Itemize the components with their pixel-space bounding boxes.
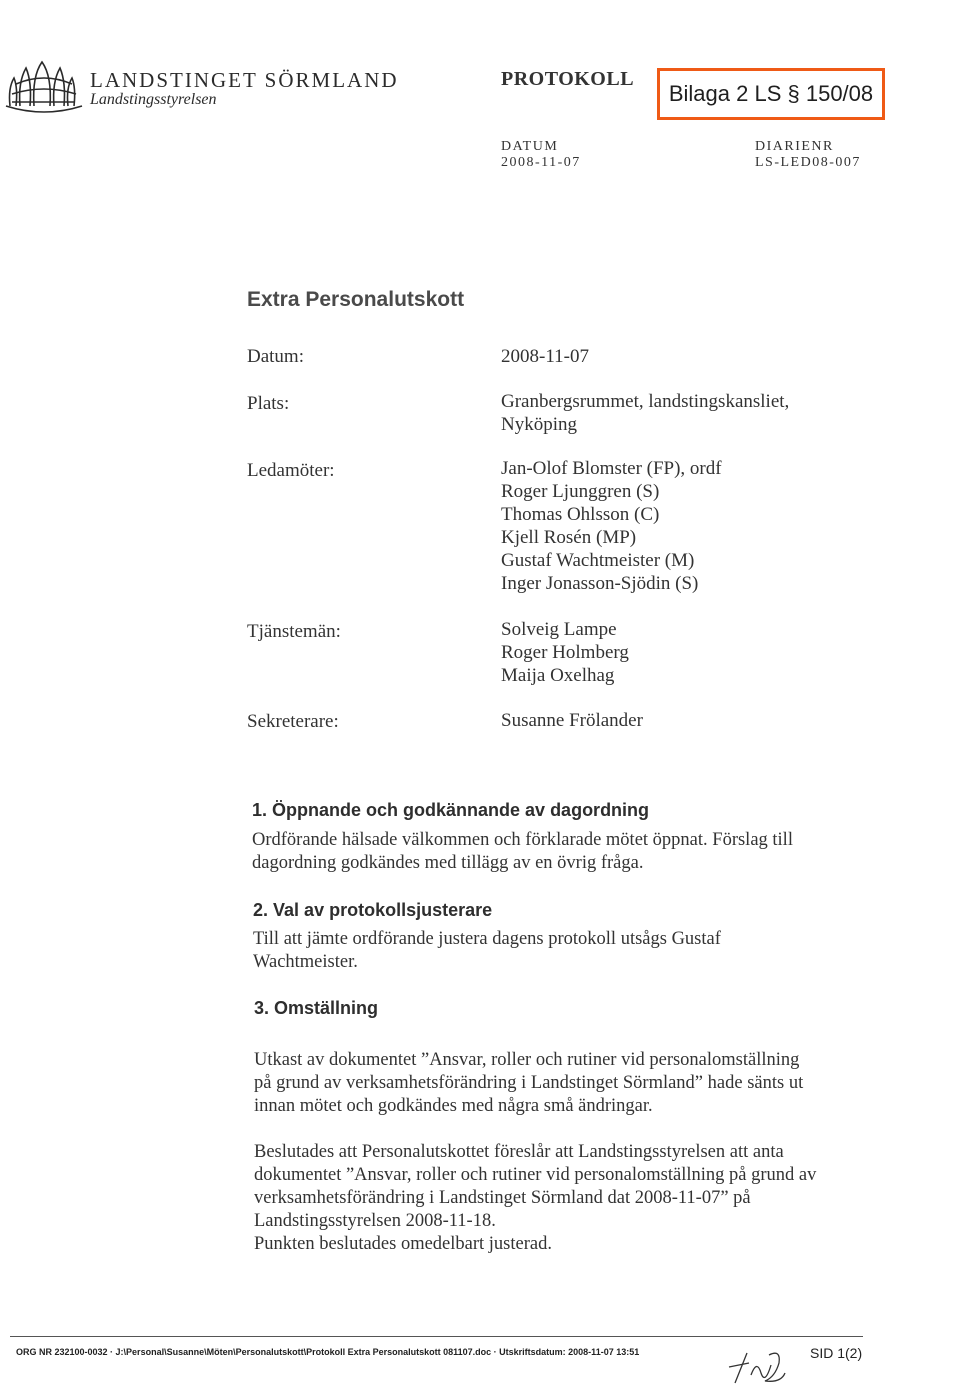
section-heading: Val av protokollsjusterare [273,900,493,920]
tjanstemen-label: Tjänstemän: [247,621,341,642]
page-number: SID 1(2) [810,1345,863,1361]
paragraph-line: Ordförande hälsade välkommen och förklarade mötet öppnat. Förslag till [252,830,793,850]
date-label: DATUM [501,139,559,154]
paragraph-line: Wachtmeister. [253,952,358,972]
paragraph-line: dagordning godkändes med tillägg av en övrig fråga. [252,853,644,873]
sekreterare-label: Sekreterare: [247,711,339,732]
ledamoter-label: Ledamöter: [247,460,335,481]
member-name: Kjell Rosén (MP) [501,527,637,548]
paragraph-line: Till att jämte ordförande justera dagens protokoll utsågs Gustaf [253,929,721,949]
footer-text: ORG NR 232100-0032 · J:\Personal\Susanne\Möten\Personalutskott\Protokoll Extra Personalutskott 081107.doc · Utskriftsdatum: 2008-11-07 13:51 [16,1347,640,1357]
member-name: Jan-Olof Blomster (FP), ordf [501,458,722,479]
paragraph-line: Utkast av dokumentet ”Ansvar, roller och rutiner vid personalomställning [254,1050,800,1070]
datum-label: Datum: [247,346,304,367]
official-name: Roger Holmberg [501,642,629,663]
section-number: 2. [253,900,269,920]
diary-label: DIARIENR [755,139,834,154]
plats-line: Granbergsrummet, landstingskansliet, [501,391,790,412]
member-name: Inger Jonasson-Sjödin (S) [501,573,699,594]
tjanstemen-list [501,618,629,687]
plats-label: Plats: [247,393,290,414]
paragraph-line: Landstingsstyrelsen 2008-11-18. [254,1211,496,1231]
section-3-title [254,998,378,1019]
plats-line: Nyköping [501,414,577,435]
paragraph-line: dokumentet ”Ansvar, roller och rutiner vid personalomställning på grund av [254,1165,817,1185]
page-title: Extra Personalutskott [247,288,465,311]
attachment-badge: Bilaga 2 LS § 150/08 [657,68,885,120]
footer-divider [10,1336,863,1337]
member-name: Thomas Ohlsson (C) [501,504,660,525]
plats-value [501,390,789,436]
section-1-paragraph [252,829,793,875]
member-name: Roger Ljunggren (S) [501,481,660,502]
paragraph-line: innan mötet och godkändes med några små ändringar. [254,1096,653,1116]
datum-value: 2008-11-07 [501,346,589,367]
member-name: Gustaf Wachtmeister (M) [501,550,695,571]
paragraph-line: på grund av verksamhetsförändring i Landstinget Sörmland” hade sänts ut [254,1073,804,1093]
organization-unit: Landstingsstyrelsen [90,91,217,108]
official-name: Maija Oxelhag [501,665,615,686]
landstinget-logo-icon [4,58,84,118]
section-number: 1. [252,800,268,820]
section-number: 3. [254,998,270,1018]
ledamoter-list [501,457,722,595]
paragraph-line: Punkten beslutades omedelbart justerad. [254,1234,552,1254]
organization-name: LANDSTINGET SÖRMLAND [90,68,399,92]
section-heading: Omställning [274,998,379,1018]
official-name: Solveig Lampe [501,619,617,640]
section-3-paragraph [254,1049,803,1118]
paragraph-line: Beslutades att Personalutskottet föreslår att Landstingsstyrelsen att anta [254,1142,784,1162]
paragraph-line: verksamhetsförändring i Landstinget Sörmland dat 2008-11-07” på [254,1188,751,1208]
handwritten-initials-icon [725,1345,795,1387]
section-heading: Öppnande och godkännande av dagordning [272,800,650,820]
date-value: 2008-11-07 [501,155,581,170]
section-2-title [253,900,492,921]
section-1-title [252,800,649,821]
document-type: PROTOKOLL [501,68,635,90]
section-2-paragraph [253,928,721,974]
diary-value: LS-LED08-007 [755,155,861,170]
section-3-decision [254,1141,816,1256]
sekreterare-value: Susanne Frölander [501,710,643,731]
